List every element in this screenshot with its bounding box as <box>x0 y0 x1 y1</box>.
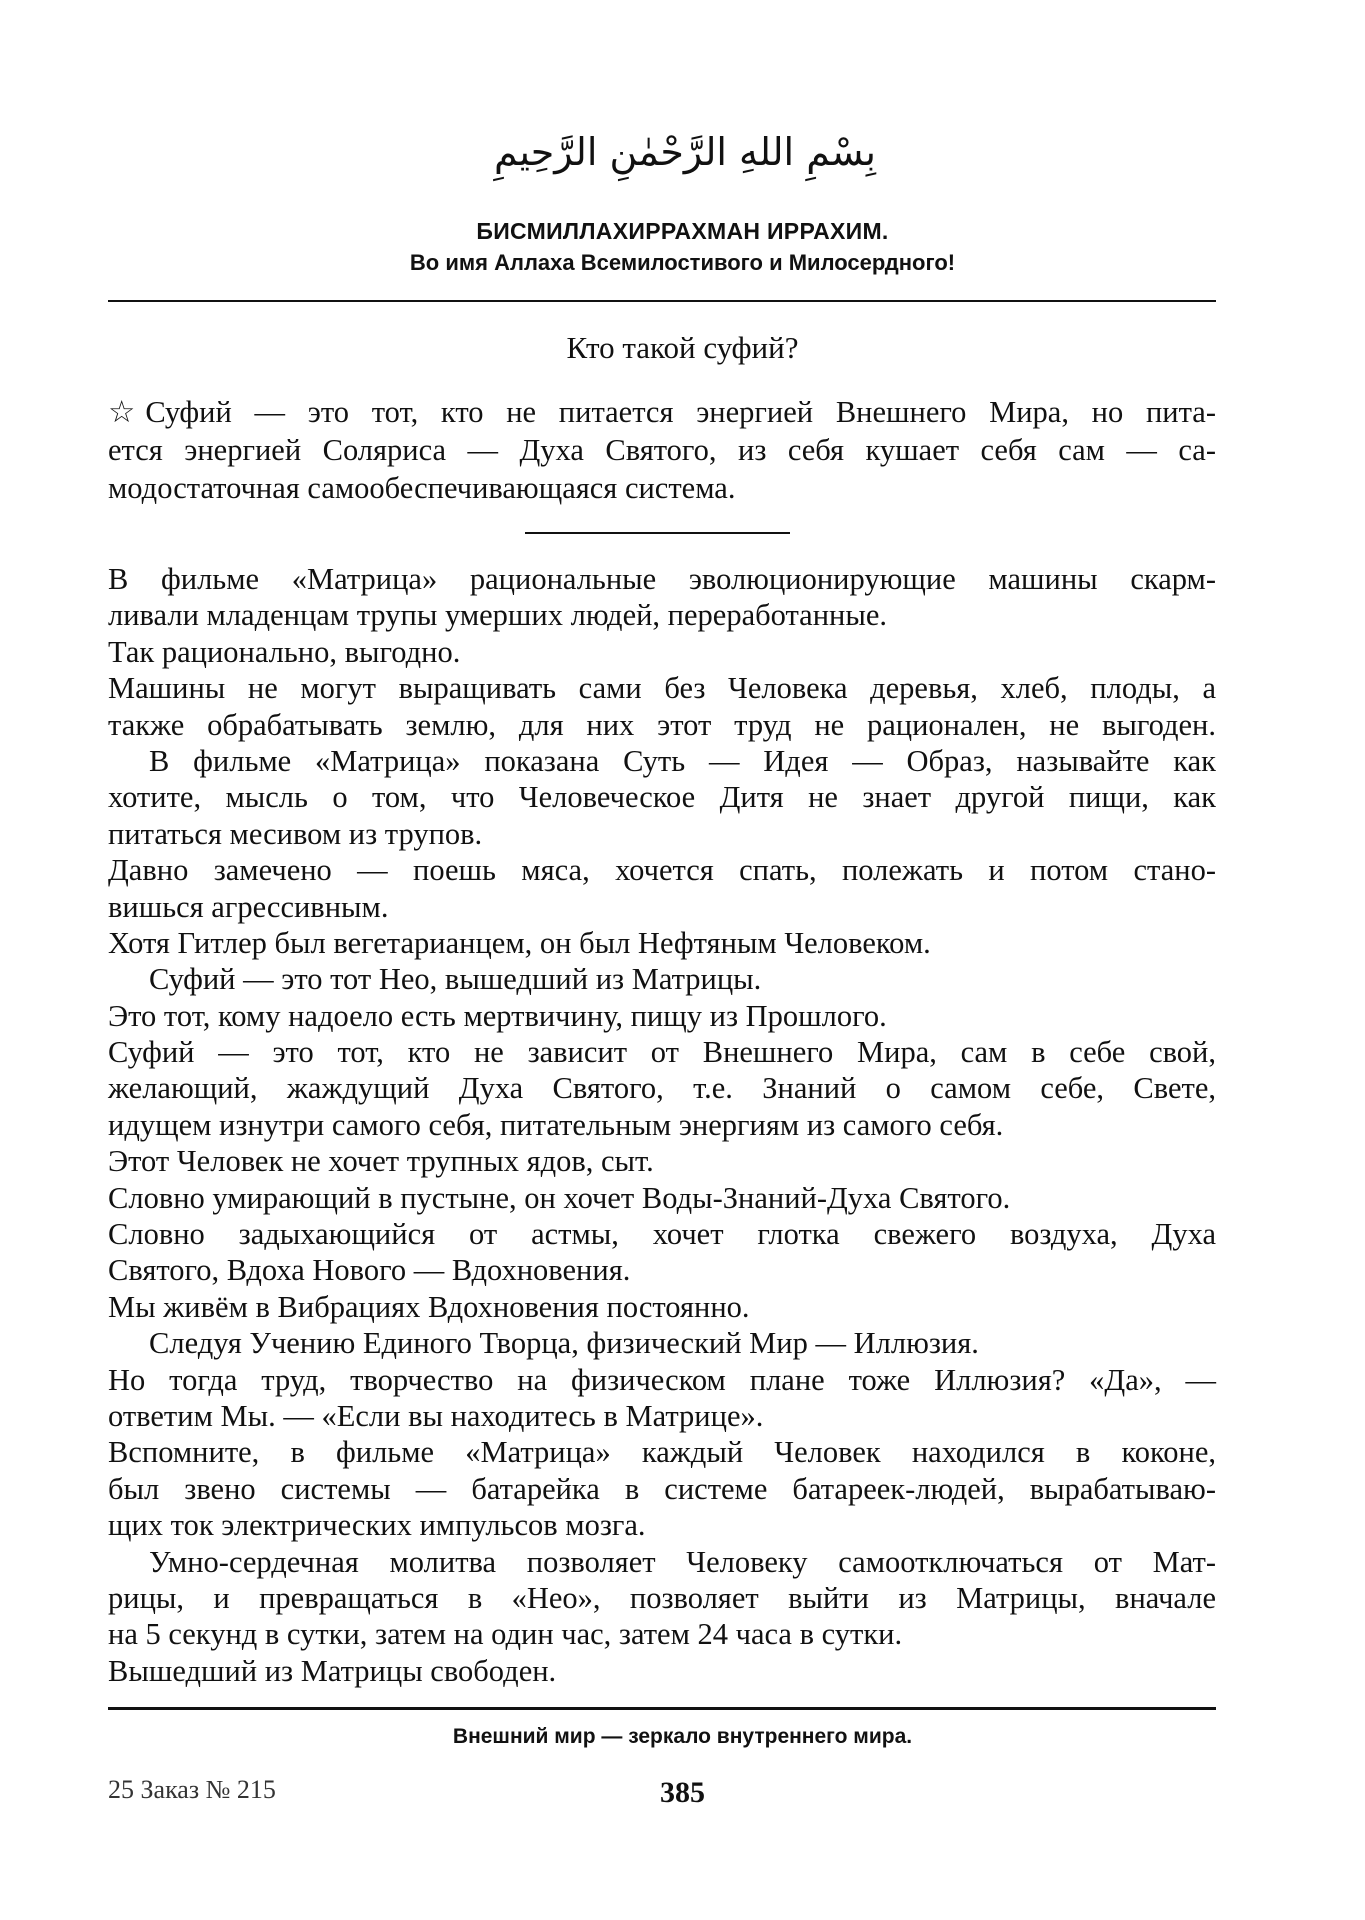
section-heading: Кто такой суфий? <box>566 330 799 365</box>
body-line: Мы живём в Вибрациях Вдохновения постоянно. <box>108 1289 750 1324</box>
star-icon: ☆ <box>108 395 136 429</box>
body-line: Вышедший из Матрицы свободен. <box>108 1653 557 1688</box>
intro-paragraph <box>108 393 1216 507</box>
footer-quote: Внешний мир — зеркало внутреннего мира. <box>452 1725 913 1748</box>
body-line: идущем изнутри самого себя, питательным энергиям из самого себя. <box>108 1107 1004 1142</box>
middle-divider <box>525 532 790 534</box>
body-line: вишься агрессивным. <box>108 889 389 924</box>
body-line: Суфий — это тот Нео, вышедший из Матрицы. <box>149 962 762 997</box>
body-line: Словно задыхающийся от астмы, хочет глотка свежего воздуха, Духа <box>108 1217 1216 1252</box>
body-line: Суфий — это тот, кто не зависит от Внешнего Мира, сам в себе свой, <box>108 1035 1216 1070</box>
body-line: Но тогда труд, творчество на физическом плане тоже Иллюзия? «Да», — <box>108 1362 1216 1397</box>
body-line: желающий, жаждущий Духа Святого, т.е. Знаний о самом себе, Свете, <box>108 1071 1216 1106</box>
body-line: щих ток электрических импульсов мозга. <box>108 1508 646 1543</box>
body-line: Давно замечено — поешь мяса, хочется спать, полежать и потом стано- <box>108 853 1216 888</box>
body-line: был звено системы — батарейка в системе батареек-людей, вырабатываю- <box>108 1471 1216 1506</box>
body-line: рицы, и превращаться в «Нео», позволяет выйти из Матрицы, вначале <box>108 1580 1216 1615</box>
bismillah-calligraphy <box>494 95 876 200</box>
body-line: Словно умирающий в пустыне, он хочет Воды-Знаний-Духа Святого. <box>108 1180 1011 1215</box>
top-divider <box>108 300 1216 302</box>
intro-line: ☆ Суфий — это тот, кто не питается энергией Внешнего Мира, но пита- <box>108 395 1216 429</box>
bismillah-title: БИСМИЛЛАХИРРАХМАН ИРРАХИМ. <box>476 218 889 244</box>
calligraphy-text: بِسْمِ اللهِ الرَّحْمٰنِ الرَّحِيمِ <box>494 130 876 174</box>
body-line: Святого, Вдоха Нового — Вдохновения. <box>108 1253 631 1288</box>
order-note: 25 Заказ № 215 <box>108 1775 276 1804</box>
body-line: ливали младенцам трупы умерших людей, переработанные. <box>108 598 888 633</box>
body-line: ответим Мы. — «Если вы находитесь в Матрице». <box>108 1398 764 1433</box>
body-line: питаться месивом из трупов. <box>108 816 483 851</box>
body-line: Этот Человек не хочет трупных ядов, сыт. <box>108 1144 654 1179</box>
body-line: Умно-сердечная молитва позволяет Человеку самоотключаться от Мат- <box>149 1544 1216 1579</box>
body-line: Машины не могут выращивать сами без Человека деревья, хлеб, плоды, а <box>108 671 1216 706</box>
body-line: Хотя Гитлер был вегетарианцем, он был Нефтяным Человеком. <box>108 925 931 960</box>
body-line: Следуя Учению Единого Творца, физический Мир — Иллюзия. <box>149 1326 979 1361</box>
body-line: хотите, мысль о том, что Человеческое Дитя не знает другой пищи, как <box>108 780 1216 815</box>
bismillah-translation: Во имя Аллаха Всемилостивого и Милосердного! <box>409 250 956 275</box>
body-line: В фильме «Матрица» показана Суть — Идея — Образ, называйте как <box>149 743 1216 778</box>
body-line: Так рационально, выгодно. <box>108 634 461 669</box>
body-line: Это тот, кому надоело есть мертвичину, пищу из Прошлого. <box>108 998 887 1033</box>
intro-line: модостаточная самообеспечивающаяся система. <box>108 471 736 505</box>
bottom-divider <box>108 1707 1216 1710</box>
body-line: В фильме «Матрица» рациональные эволюционирующие машины скарм- <box>108 562 1216 596</box>
intro-line: ется энергией Соляриса — Духа Святого, из себя кушает себя сам — са- <box>108 433 1216 467</box>
body-line: также обрабатывать землю, для них этот труд не рационален, не выгоден. <box>108 707 1216 742</box>
body-line: на 5 секунд в сутки, затем на один час, затем 24 часа в сутки. <box>108 1617 903 1652</box>
body-text <box>108 561 1216 1689</box>
body-line: Вспомните, в фильме «Матрица» каждый Человек находился в коконе, <box>108 1435 1216 1470</box>
page-number: 385 <box>660 1776 705 1809</box>
